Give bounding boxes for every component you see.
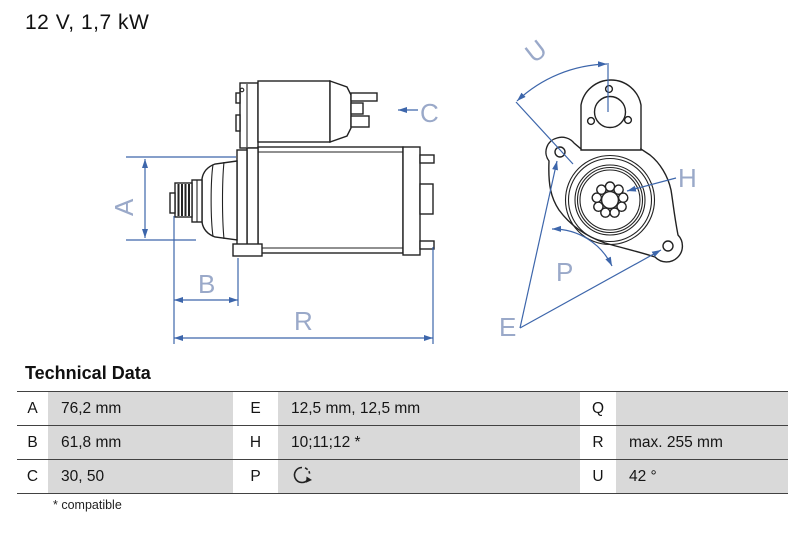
table-value-R: max. 255 mm [616,425,788,459]
table-key-A: A [17,391,48,425]
dim-label-C: C [420,98,439,128]
table-key-C: C [17,459,48,493]
table-value-Q [616,391,788,425]
table-value-C: 30, 50 [48,459,233,493]
table-value-B: 61,8 mm [48,425,233,459]
shaft-tip [170,193,175,213]
dim-label-U: U [519,33,553,69]
table-heading: Technical Data [25,363,151,383]
flange [247,148,258,255]
table-value-U: 42 ° [616,459,788,493]
pinion-gear-front [592,182,628,217]
technical-data-table [17,391,788,494]
drive-end-housing [202,161,237,240]
end-cap [403,147,420,255]
table-value-P [278,459,580,493]
table-key-Q: Q [580,391,616,425]
front-view [546,80,682,262]
dim-label-P: P [556,257,574,287]
table-value-A: 76,2 mm [48,391,233,425]
table-key-B: B [17,425,48,459]
through-bolt [420,155,434,163]
mounting-hole [663,241,673,251]
page-title: 12 V, 1,7 kW [25,11,150,34]
through-bolt [420,241,434,249]
motor-body [258,147,403,253]
side-view [170,81,434,256]
solenoid-terminal [351,103,363,114]
solenoid-body [258,81,330,142]
dim-label-R: R [294,306,313,336]
table-footnote: * compatible [53,498,122,512]
solenoid-terminal [351,116,369,127]
solenoid-terminal [351,93,377,101]
table-value-H: 10;11;12 * [278,425,580,459]
table-key-H: H [233,425,278,459]
dim-label-H: H [678,163,697,193]
table-value-E: 12,5 mm, 12,5 mm [278,391,580,425]
mounting-hole [555,147,565,157]
technical-data-section [17,363,788,512]
dim-label-E: E [499,312,517,342]
table-key-R: R [580,425,616,459]
dim-label-B: B [198,269,216,299]
solenoid-hole [595,97,626,128]
rotation-clockwise-icon [291,465,315,485]
table-key-P: P [233,459,278,493]
dim-label-A: A [109,198,139,216]
table-key-U: U [580,459,616,493]
table-key-E: E [233,391,278,425]
